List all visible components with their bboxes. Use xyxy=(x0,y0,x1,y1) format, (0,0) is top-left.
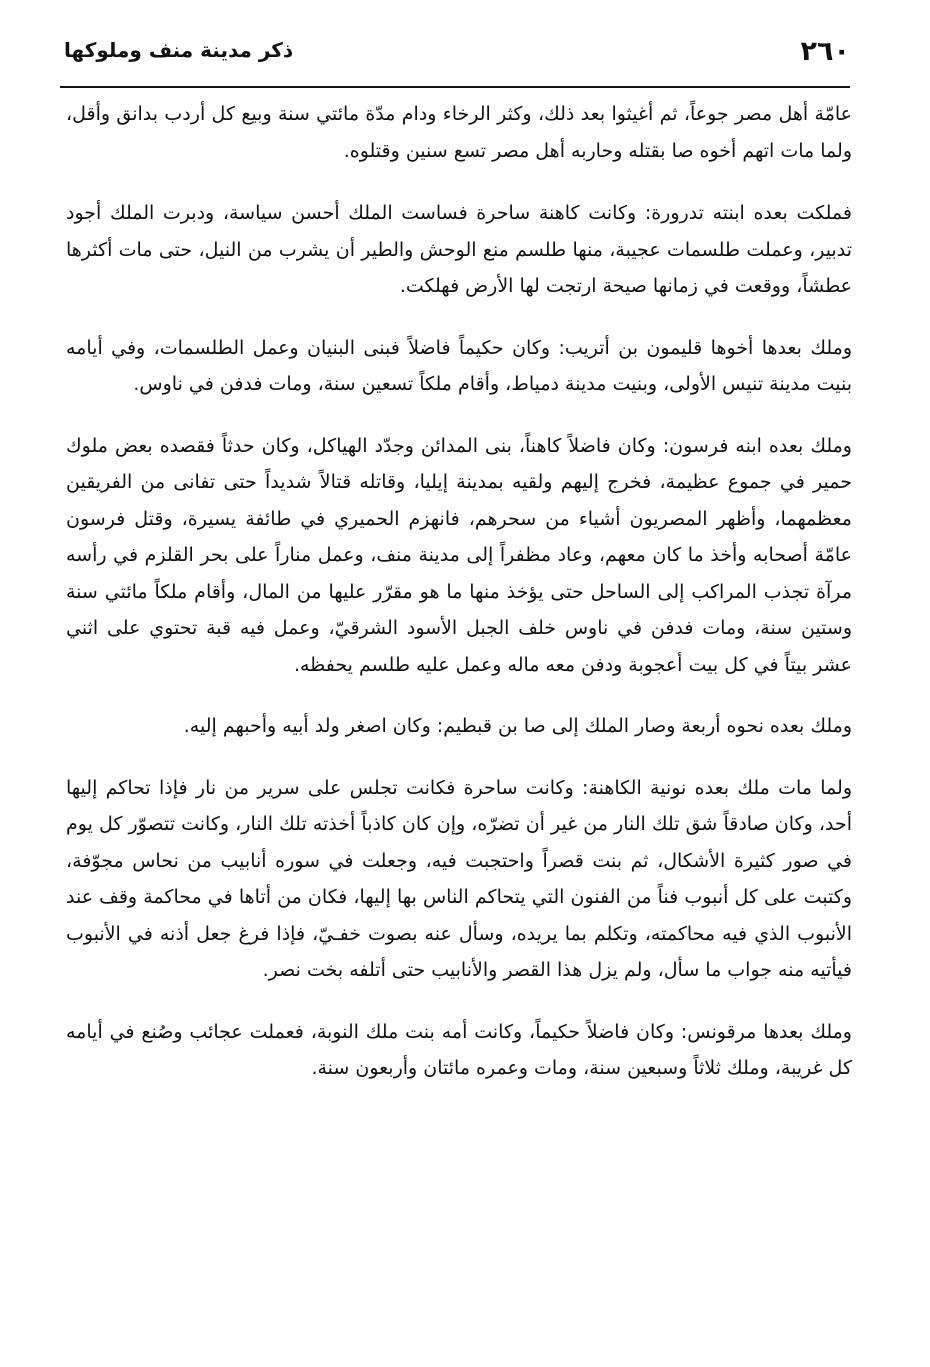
paragraph-5: وملك بعده نحوه أربعة وصار الملك إلى صا بن قبطيم: وكان اصغر ولد أبيه وأحبهم إليه. xyxy=(183,715,852,737)
paragraph-3: وملك بعدها أخوها قليمون بن أتريب: وكان حكيماً فاضلاً فبنى البنيان وعمل الطلسمات، وفي أيامه بنيت مدينة تنيس الأولى، وبنيت مدينة دمياط، وأقام ملكاً تسعين سنة، ومات فدفن في ناوس. xyxy=(66,336,852,395)
page-header xyxy=(60,30,850,92)
running-title: ذكر مدينة منف وملوكها xyxy=(64,38,294,62)
header-rule xyxy=(60,86,850,88)
paragraph-4: وملك بعده ابنه فرسون: وكان فاضلاً كاهناً، بنى المدائن وجدّد الهياكل، وكان حدثاً فقصده بعض ملوك حمير في جموع عظيمة، فخرج إليهم ولقيه بمدينة إيليا، وقاتله قتالاً شديداً حتى تفانى من الفريقين معظمهما، وأظهر المصريون أشياء من سحرهم، فانهزم الحميري في طائفة يسيرة، وقتل فرسون عامّة أصحابه وأخذ ما كان معهم، وعاد مظفراً إلى مدينة منف، وعمل مناراً على بحر القلزم في رأسه مرآة تجذب المراكب إلى الساحل حتى يؤخذ منها ما هو مقرّر عليها من المال، وأقام ملكاً مائتي سنة وستين سنة، ومات فدفن في ناوس خلف الجبل الأسود الشرقيّ، وعمل فيه قبة تحتوي على اثني عشر بيتاً في كل بيت أعجوبة ودفن معه ماله وعمل عليه طلسم يحفظه. xyxy=(66,434,852,676)
page-body xyxy=(66,96,852,1346)
page-number: ٢٦٠ xyxy=(800,36,850,67)
paragraph-7: وملك بعدها مرقونس: وكان فاضلاً حكيماً، وكانت أمه بنت ملك النوبة، فعملت عجائب وصُنع في أيامه كل غريبة، وملك ثلاثاً وسبعين سنة، ومات وعمره مائتان وأربعون سنة. xyxy=(66,1020,852,1079)
paragraph-2: فملكت بعده ابنته تدرورة: وكانت كاهنة ساحرة فساست الملك أحسن سياسة، ودبرت الملك أجود تدبير، وعملت طلسمات عجيبة، منها طلسم منع الوحش والطير أن يشرب من النيل، حتى مات أكثرها عطشاً، ووقعت في زمانها صيحة ارتجت لها الأرض فهلكت. xyxy=(66,202,852,297)
paragraph-1: عامّة أهل مصر جوعاً، ثم أغيثوا بعد ذلك، وكثر الرخاء ودام مدّة مائتي سنة وبيع كل أردب بدانق وأقل، ولما مات اتهم أخوه صا بقتله وحاربه أهل مصر تسع سنين وقتلوه. xyxy=(66,103,852,162)
paragraph-6: ولما مات ملك بعده نونية الكاهنة: وكانت ساحرة فكانت تجلس على سرير من نار فإذا تحاكم إليها أحد، وكان صادقاً شق تلك النار من غير أن تضرّه، وإن كان كاذباً أخذته تلك النار، وكانت تتصوّر كل يوم في صور كثيرة الأشكال، ثم بنت قصراً واحتجبت فيه، وجعلت في سوره أنابيب من نحاس مجوّفة، وكتبت على كل أنبوب فناً من الفنون التي يتحاكم الناس بها إليها، فكان من أتاها في محاكمة وقف عند الأنبوب الذي فيه محاكمته، وتكلم بما يريده، وسأل عنه بصوت خفـيّ، فإذا فرغ جعل أذنه في الأنبوب فيأتيه منه جواب ما سأل، ولم يزل هذا القصر والأنابيب حتى أتلفه بخت نصر. xyxy=(66,776,852,981)
